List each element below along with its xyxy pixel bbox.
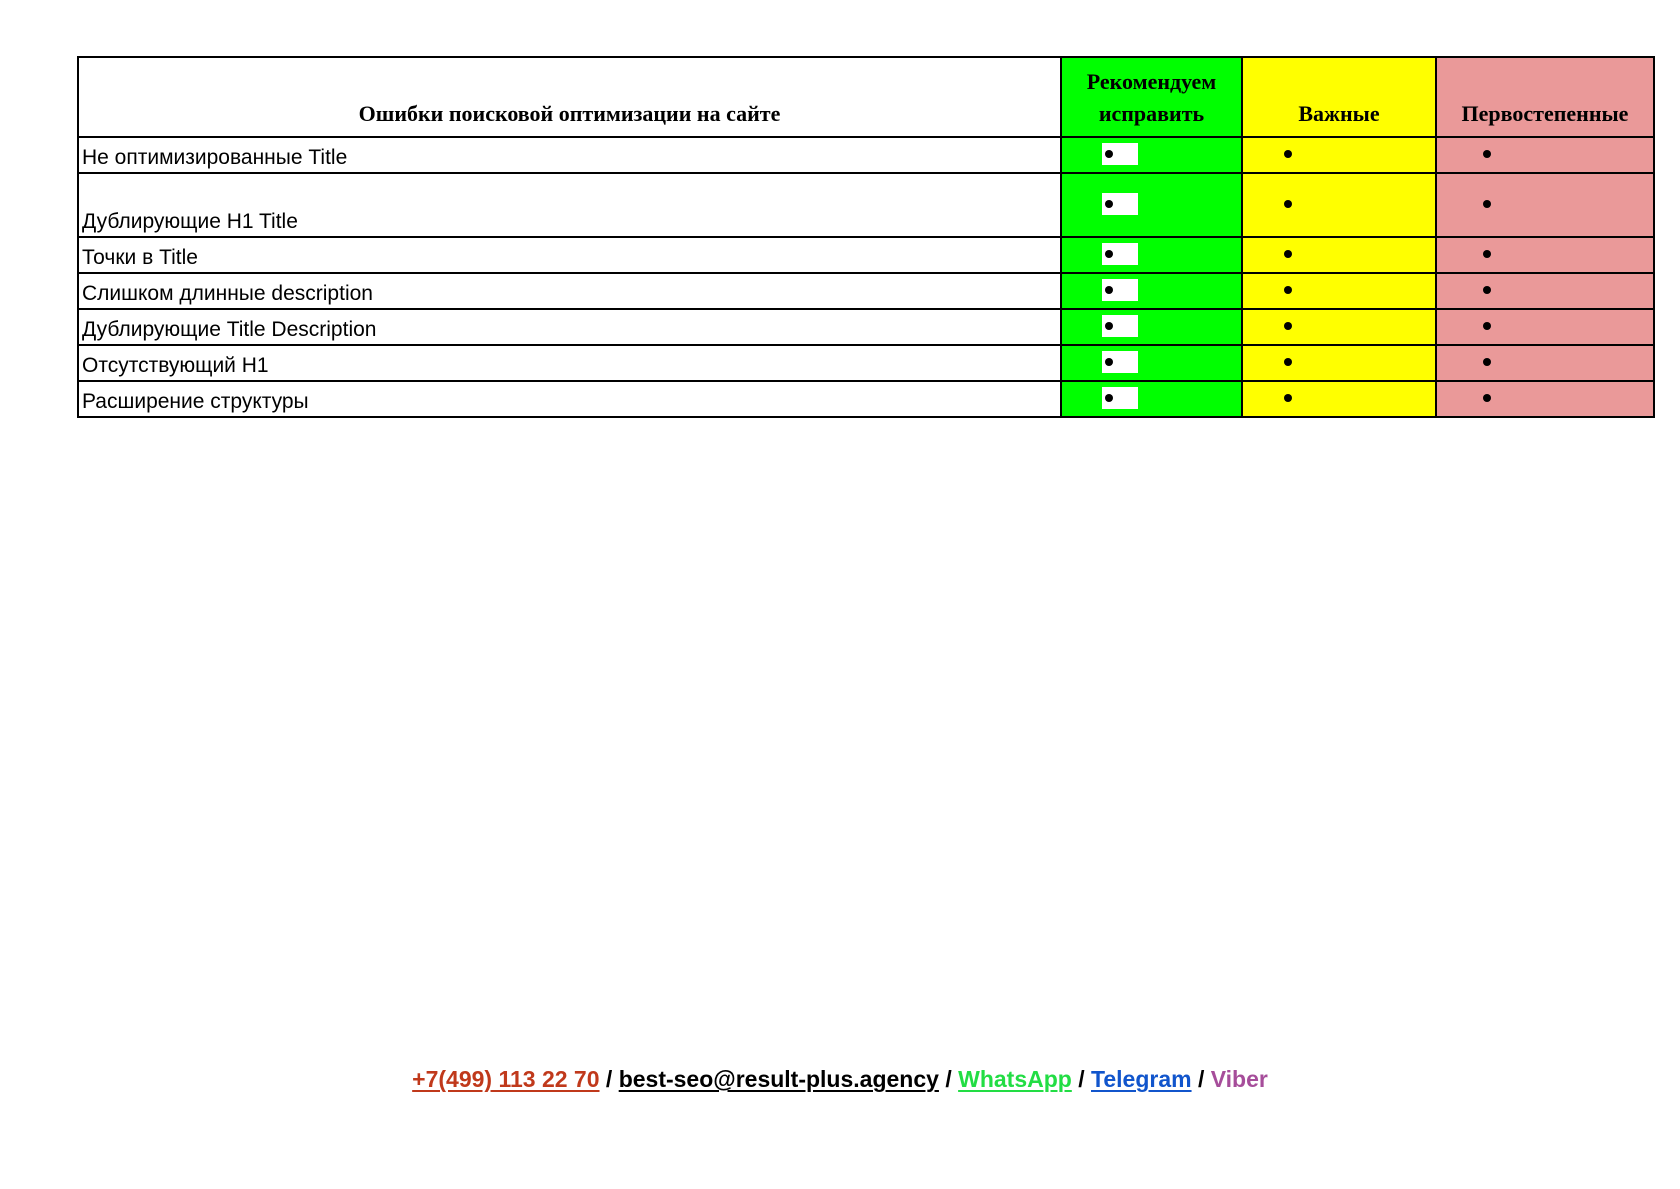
- recommend-cell: [1061, 237, 1242, 273]
- viber-label: Viber: [1210, 1066, 1268, 1092]
- important-cell: [1242, 309, 1436, 345]
- bullet-icon: [1105, 250, 1113, 258]
- bullet-icon: [1284, 286, 1292, 294]
- bullet-icon: [1483, 150, 1491, 158]
- bullet-icon: [1483, 394, 1491, 402]
- table-row: [78, 273, 1654, 309]
- issue-label: Дублирующие Title Description: [78, 309, 1061, 345]
- important-cell: [1242, 137, 1436, 173]
- bullet-icon: [1284, 358, 1292, 366]
- bullet-icon: [1483, 322, 1491, 330]
- bullet-icon: [1483, 250, 1491, 258]
- issue-label: Отсутствующий H1: [78, 345, 1061, 381]
- recommend-cell: [1061, 345, 1242, 381]
- primary-cell: [1436, 173, 1654, 237]
- primary-cell: [1436, 309, 1654, 345]
- separator: /: [1071, 1066, 1091, 1092]
- bullet-icon: [1105, 286, 1113, 294]
- contact-footer: [0, 1066, 1680, 1093]
- email-link[interactable]: best-seo@result-plus.agency: [618, 1066, 939, 1092]
- issue-label: Дублирующие H1 Title: [78, 173, 1061, 237]
- checkbox-box: [1102, 387, 1138, 409]
- issue-label: Точки в Title: [78, 237, 1061, 273]
- table-header-row: [78, 57, 1654, 137]
- bullet-icon: [1105, 322, 1113, 330]
- bullet-icon: [1284, 322, 1292, 330]
- checkbox-box: [1102, 243, 1138, 265]
- header-recommend-label: Рекомендуем исправить: [1086, 69, 1217, 126]
- bullet-icon: [1284, 150, 1292, 158]
- issue-label: Слишком длинные description: [78, 273, 1061, 309]
- phone-link[interactable]: +7(499) 113 22 70: [412, 1066, 600, 1092]
- bullet-icon: [1105, 358, 1113, 366]
- important-cell: [1242, 237, 1436, 273]
- table-row: [78, 137, 1654, 173]
- recommend-cell: [1061, 173, 1242, 237]
- bullet-icon: [1105, 394, 1113, 402]
- recommend-cell: [1061, 273, 1242, 309]
- issue-label: Расширение структуры: [78, 381, 1061, 417]
- header-issue: Ошибки поисковой оптимизации на сайте: [78, 57, 1061, 137]
- bullet-icon: [1284, 200, 1292, 208]
- recommend-cell: [1061, 137, 1242, 173]
- important-cell: [1242, 173, 1436, 237]
- bullet-icon: [1483, 358, 1491, 366]
- table-row: [78, 345, 1654, 381]
- important-cell: [1242, 273, 1436, 309]
- primary-cell: [1436, 237, 1654, 273]
- table-body: [78, 137, 1654, 417]
- checkbox-box: [1102, 351, 1138, 373]
- checkbox-box: [1102, 279, 1138, 301]
- bullet-icon: [1284, 250, 1292, 258]
- primary-cell: [1436, 137, 1654, 173]
- telegram-link[interactable]: Telegram: [1091, 1066, 1192, 1092]
- checkbox-box: [1102, 143, 1138, 165]
- seo-errors-table: [77, 56, 1655, 418]
- important-cell: [1242, 381, 1436, 417]
- bullet-icon: [1105, 150, 1113, 158]
- primary-cell: [1436, 381, 1654, 417]
- table-row: [78, 309, 1654, 345]
- separator: /: [1191, 1066, 1211, 1092]
- header-important: Важные: [1242, 57, 1436, 137]
- checkbox-box: [1102, 193, 1138, 215]
- recommend-cell: [1061, 381, 1242, 417]
- important-cell: [1242, 345, 1436, 381]
- bullet-icon: [1483, 286, 1491, 294]
- issue-label: Не оптимизированные Title: [78, 137, 1061, 173]
- separator: /: [599, 1066, 619, 1092]
- primary-cell: [1436, 345, 1654, 381]
- primary-cell: [1436, 273, 1654, 309]
- table-row: [78, 173, 1654, 237]
- header-recommend: [1061, 57, 1242, 137]
- header-primary: Первостепенные: [1436, 57, 1654, 137]
- bullet-icon: [1483, 200, 1491, 208]
- bullet-icon: [1105, 200, 1113, 208]
- table-row: [78, 381, 1654, 417]
- whatsapp-link[interactable]: WhatsApp: [958, 1066, 1072, 1092]
- checkbox-box: [1102, 315, 1138, 337]
- separator: /: [938, 1066, 959, 1092]
- table-row: [78, 237, 1654, 273]
- bullet-icon: [1284, 394, 1292, 402]
- recommend-cell: [1061, 309, 1242, 345]
